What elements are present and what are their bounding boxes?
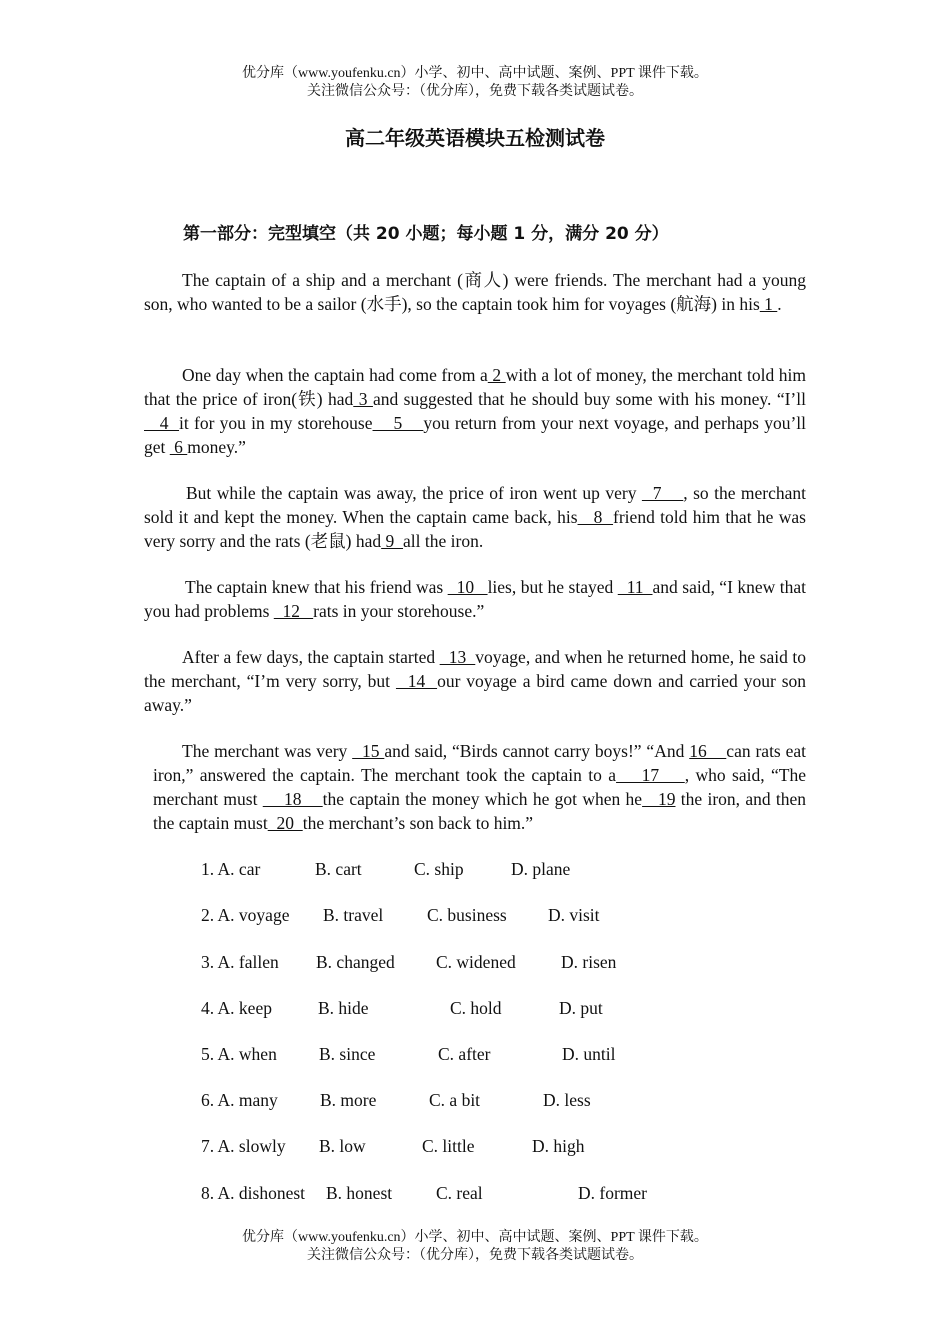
option-d: D. risen (561, 952, 617, 972)
passage-paragraph-1 (144, 268, 806, 316)
passage-text: and suggested that he should buy some with his money. “I’ll (372, 389, 806, 409)
option-c: C. business (427, 905, 507, 925)
option-d: D. put (559, 998, 603, 1018)
blank-7: 7 (641, 483, 684, 503)
header-line-2: 关注微信公众号：（优分库），免费下载各类试题试卷。 (307, 84, 643, 99)
passage-paragraph-6 (153, 739, 806, 835)
blank-5: 5 (372, 413, 424, 433)
passage-text: can rats eat iron,” answered the captain. The merchant took the captain to a (153, 741, 807, 785)
page-footer (0, 1229, 950, 1265)
option-b: B. low (319, 1136, 366, 1156)
passage-text: The captain of a ship and a merchant (商人) were friends. The merchant had a young son, who wanted to be a sailor (水手), so the captain took him for voyages (航海) in his (144, 270, 806, 314)
passage-text: our voyage a bird came down and carried your son away.” (144, 671, 806, 715)
option-c: C. widened (436, 952, 516, 972)
passage-text: , so the merchant sold it and kept the money. When the captain came back, his (144, 483, 807, 527)
option-b: B. more (320, 1090, 377, 1110)
option-c: C. a bit (429, 1090, 481, 1110)
exam-title: 高二年级英语模块五检测试卷 (345, 126, 605, 150)
passage-paragraph-4 (144, 575, 806, 623)
footer-line-1: 优分库（www.youfenku.cn）小学、初中、高中试题、案例、PPT 课件下载。 (242, 1230, 708, 1245)
option-d: D. until (562, 1044, 616, 1064)
option-c: C. real (436, 1183, 483, 1203)
blank-2: 2 (487, 365, 506, 385)
blank-8: 8 (577, 507, 614, 527)
blank-14: 14 (395, 671, 438, 691)
blank-13: 13 (439, 647, 476, 667)
passage-text: rats in your storehouse.” (313, 601, 485, 621)
passage-paragraph-2 (144, 363, 806, 459)
option-a: 8. A. dishonest (201, 1183, 306, 1203)
option-c: C. hold (450, 998, 502, 1018)
blank-4: 4 (144, 413, 180, 433)
option-d: D. high (532, 1136, 585, 1156)
option-b: B. cart (315, 859, 362, 879)
blank-15: 15 (352, 741, 385, 761)
blank-16: 16 (689, 741, 727, 761)
option-d: D. former (578, 1183, 648, 1203)
option-b: B. changed (316, 952, 395, 972)
blank-3: 3 (353, 389, 373, 409)
passage-text: the merchant’s son back to him.” (302, 813, 534, 833)
blank-9: 9 (381, 531, 404, 551)
passage-text: and said, “I knew that you had problems (144, 577, 807, 621)
option-b: B. honest (326, 1183, 393, 1203)
footer-line-2: 关注微信公众号：（优分库），免费下载各类试题试卷。 (307, 1248, 643, 1263)
passage-text: and said, “Birds cannot carry boys!” “And (384, 741, 690, 761)
option-c: C. after (438, 1044, 491, 1064)
passage-text: The captain knew that his friend was (185, 577, 448, 597)
option-a: 7. A. slowly (201, 1136, 286, 1156)
passage-text: , who said, “The merchant must (153, 765, 806, 809)
passage-text: . (777, 294, 782, 314)
option-a: 4. A. keep (201, 998, 272, 1018)
option-d: D. plane (511, 859, 571, 879)
passage-text: But while the captain was away, the price of iron went up very (186, 483, 642, 503)
blank-6: 6 (169, 437, 188, 457)
blank-12: 12 (273, 601, 314, 621)
passage-text: the iron, and then the captain must (153, 789, 807, 833)
blank-11: 11 (617, 577, 653, 597)
passage-text: money.” (187, 437, 246, 457)
option-d: D. less (543, 1090, 591, 1110)
blank-19: 19 (642, 789, 676, 809)
passage-text: all the iron. (403, 531, 484, 551)
option-a: 3. A. fallen (201, 952, 279, 972)
blank-17: 17 (616, 765, 685, 785)
passage-text: lies, but he stayed (487, 577, 618, 597)
section-heading: 第一部分：完型填空（共 20 小题；每小题 1 分，满分 20 分） (183, 224, 669, 244)
option-c: C. little (422, 1136, 475, 1156)
option-b: B. since (319, 1044, 376, 1064)
passage-text: the captain the money which he got when he (322, 789, 643, 809)
passage-paragraph-5 (144, 645, 806, 717)
passage-text: you return from your next voyage, and perhaps you’ll get (144, 413, 807, 457)
passage-text: voyage, and when he returned home, he said to the merchant, “I’m very sorry, but (144, 647, 806, 691)
page-header (0, 65, 950, 101)
blank-20: 20 (267, 813, 303, 833)
passage-text: friend told him that he was very sorry and the rats (老鼠) had (144, 507, 806, 551)
passage-text: it for you in my storehouse (179, 413, 373, 433)
option-b: B. travel (323, 905, 384, 925)
option-a: 1. A. car (201, 859, 261, 879)
option-b: B. hide (318, 998, 369, 1018)
passage-text: One day when the captain had come from a (182, 365, 488, 385)
option-a: 2. A. voyage (201, 905, 290, 925)
passage-text: with a lot of money, the merchant told him that the price of iron(铁) had (144, 365, 807, 409)
passage-text: The merchant was very (182, 741, 353, 761)
header-line-1: 优分库（www.youfenku.cn）小学、初中、高中试题、案例、PPT 课件下载。 (242, 66, 708, 81)
option-d: D. visit (548, 905, 600, 925)
option-a: 5. A. when (201, 1044, 277, 1064)
blank-18: 18 (262, 789, 323, 809)
option-c: C. ship (414, 859, 464, 879)
blank-1: 1 (759, 294, 778, 314)
passage-text: After a few days, the captain started (182, 647, 440, 667)
blank-10: 10 (447, 577, 488, 597)
passage-paragraph-3 (144, 481, 806, 553)
option-a: 6. A. many (201, 1090, 278, 1110)
